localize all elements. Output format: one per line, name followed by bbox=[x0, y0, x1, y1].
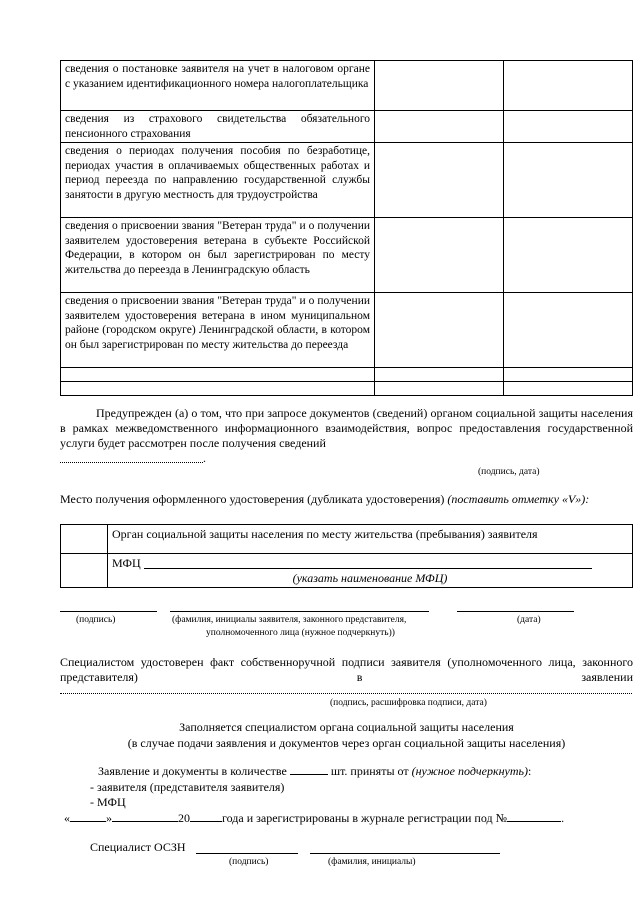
specialist-paragraph: Специалистом удостоверен факт собственноручной подписи заявителя (уполномоченного лица, законного представителя) в заявлении bbox=[60, 655, 633, 684]
registered-text: года и зарегистрированы в журнале регистрации под № bbox=[222, 811, 508, 825]
table-cell[interactable] bbox=[375, 218, 504, 293]
year-prefix: 20 bbox=[178, 811, 190, 825]
table-row bbox=[61, 368, 633, 382]
document-description: сведения из страхового свидетельства обязательного пенсионного страхования bbox=[61, 111, 375, 143]
checkbox-oszn[interactable] bbox=[61, 525, 108, 554]
documents-table bbox=[60, 60, 633, 396]
table-cell[interactable] bbox=[504, 111, 633, 143]
count-field[interactable] bbox=[290, 774, 328, 775]
date-open-quote: « bbox=[64, 811, 70, 825]
document-description: сведения о постановке заявителя на учет в налоговом органе с указанием идентификационного номера налогоплательщика bbox=[61, 61, 375, 111]
name-caption-1: (фамилия, инициалы заявителя, законного представителя, bbox=[172, 615, 407, 625]
document-description: сведения о присвоении звания "Ветеран труда" и о получении заявителем удостоверения ветерана в субъекте Российской Федерации, в котором он был зарегистрирован по месту жительства до переезда в Ленинградскую область bbox=[61, 218, 375, 293]
option-mfc bbox=[108, 554, 633, 588]
table-cell[interactable] bbox=[504, 293, 633, 368]
option-applicant[interactable]: - заявителя (представителя заявителя) bbox=[90, 780, 285, 794]
place-heading-text: Место получения оформленного удостоверения (дубликата удостоверения) bbox=[60, 492, 445, 506]
accepted-suffix: : bbox=[528, 764, 532, 778]
registration-line bbox=[64, 811, 564, 826]
registration-number-field[interactable] bbox=[507, 821, 561, 822]
date-close-quote: » bbox=[106, 811, 112, 825]
table-row bbox=[61, 61, 633, 111]
document-description: сведения о присвоении звания "Ветеран труда" и о получении заявителем удостоверения ветерана в ином муниципальном районе (городском округе) Ленинградской области, в котором он был зарегистрирован по месту жительства до переезда bbox=[61, 293, 375, 368]
table-row bbox=[61, 218, 633, 293]
oszn-signature-caption: (подпись) bbox=[229, 857, 269, 867]
document-description bbox=[61, 368, 375, 382]
document-description: сведения о периодах получения пособия по безработице, периодах участия в оплачиваемых общественных работах и период переезда по направлению государственной службы занятости в другую местность для трудоустройства bbox=[61, 143, 375, 218]
table-cell[interactable] bbox=[504, 143, 633, 218]
date-line[interactable] bbox=[457, 611, 574, 612]
table-cell[interactable] bbox=[504, 61, 633, 111]
warning-signature-caption: (подпись, дата) bbox=[478, 467, 540, 477]
option-mfc-submit[interactable]: - МФЦ bbox=[90, 795, 126, 809]
option-oszn: Орган социальной защиты населения по месту жительства (пребывания) заявителя bbox=[108, 525, 633, 554]
document-description bbox=[61, 382, 375, 396]
signature-line[interactable] bbox=[60, 611, 157, 612]
specialist-caption: (подпись, расшифровка подписи, дата) bbox=[330, 698, 487, 708]
table-cell[interactable] bbox=[375, 61, 504, 111]
oszn-signature-line[interactable] bbox=[196, 853, 298, 854]
fill-title-1: Заполняется специалистом органа социальной защиты населения bbox=[179, 720, 514, 734]
registered-end: . bbox=[561, 811, 565, 825]
table-row bbox=[61, 382, 633, 396]
table-cell[interactable] bbox=[375, 293, 504, 368]
table-cell[interactable] bbox=[504, 368, 633, 382]
option-mfc-label: МФЦ bbox=[112, 556, 141, 570]
accepted-line bbox=[98, 764, 531, 779]
name-line[interactable] bbox=[170, 611, 429, 612]
table-cell[interactable] bbox=[375, 368, 504, 382]
mfc-name-line[interactable] bbox=[144, 568, 592, 569]
table-cell[interactable] bbox=[375, 143, 504, 218]
accepted-mid: шт. приняты от bbox=[330, 764, 409, 778]
table-row bbox=[61, 111, 633, 143]
place-options-table bbox=[60, 524, 633, 588]
warning-paragraph: Предупрежден (а) о том, что при запросе документов (сведений) органом социальной защиты населения в рамках межведомственного информационного взаимодействия, вопрос предоставления государственной услуги будет рассмотрен после получения сведений bbox=[60, 406, 633, 450]
year-field[interactable] bbox=[190, 821, 222, 822]
warning-period: . bbox=[203, 451, 206, 465]
oszn-name-caption: (фамилия, инициалы) bbox=[328, 857, 416, 867]
table-cell[interactable] bbox=[504, 382, 633, 396]
signature-caption: (подпись) bbox=[76, 615, 116, 625]
table-row bbox=[61, 143, 633, 218]
specialist-line[interactable] bbox=[60, 693, 632, 694]
checkbox-mfc[interactable] bbox=[61, 554, 108, 588]
fill-title-2: (в случае подачи заявления и документов через орган социальной защиты населения) bbox=[127, 736, 566, 750]
accepted-note: (нужное подчеркнуть) bbox=[411, 764, 528, 778]
name-caption-2: уполномоченного лица (нужное подчеркнуть)) bbox=[206, 628, 395, 638]
day-field[interactable] bbox=[70, 821, 106, 822]
table-cell[interactable] bbox=[375, 111, 504, 143]
table-cell[interactable] bbox=[375, 382, 504, 396]
mfc-caption: (указать наименование МФЦ) bbox=[292, 571, 448, 585]
place-heading-note: (поставить отметку «V»): bbox=[447, 492, 590, 506]
place-heading bbox=[60, 492, 633, 507]
accepted-prefix: Заявление и документы в количестве bbox=[98, 764, 287, 778]
warning-signature-line[interactable] bbox=[60, 462, 203, 463]
oszn-name-line[interactable] bbox=[310, 853, 500, 854]
oszn-label: Специалист ОСЗН bbox=[90, 840, 186, 854]
month-field[interactable] bbox=[112, 821, 178, 822]
table-row bbox=[61, 293, 633, 368]
table-cell[interactable] bbox=[504, 218, 633, 293]
date-caption: (дата) bbox=[517, 615, 541, 625]
